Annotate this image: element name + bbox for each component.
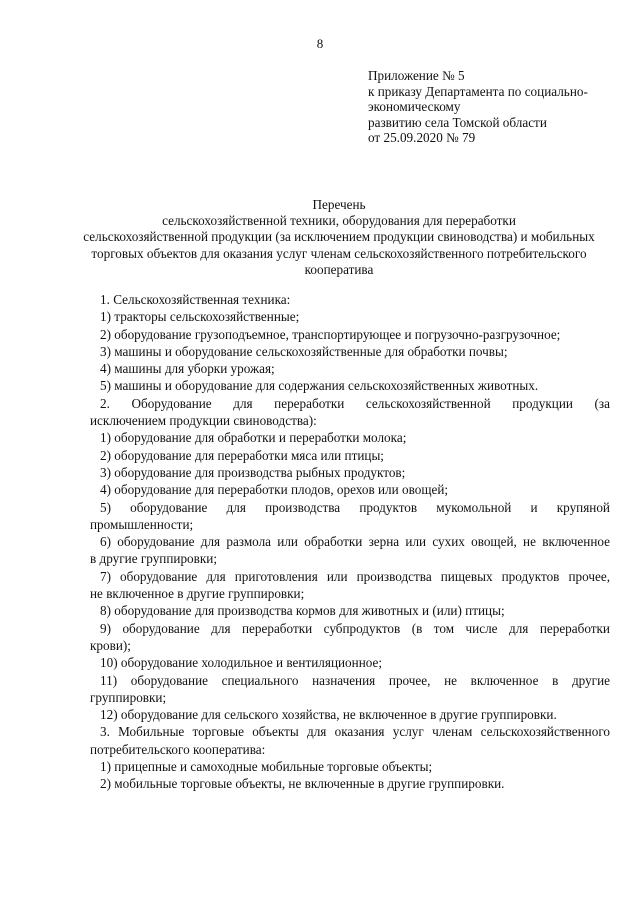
list-item (90, 602, 610, 619)
list-item (90, 464, 610, 481)
equipment-list (90, 291, 610, 793)
list-item-line: 2) оборудование для переработки мяса или птицы; (100, 447, 384, 463)
title-line: сельскохозяйственной продукции (за исключением продукции свиноводства) и мобильных (83, 229, 595, 245)
list-item-line: 8) оборудование для производства кормов для животных и (или) птицы; (100, 603, 505, 619)
list-item-line: 1. Сельскохозяйственная техника: (100, 292, 291, 307)
list-item-continuation: не включенное в другие группировки; (90, 586, 305, 602)
list-item-line: 1) тракторы сельскохозяйственные; (100, 309, 300, 325)
list-item (90, 291, 610, 308)
list-item-line: 2. Оборудование для переработки сельскохозяйственной продукции (за (100, 395, 610, 411)
appendix-line: развитию села Томской области (368, 114, 547, 130)
list-item-line: 4) оборудование для переработки плодов, орехов или овощей; (100, 482, 449, 498)
appendix-header (368, 68, 618, 146)
list-item-line: 5) машины и оборудование для содержания сельскохозяйственных животных. (100, 378, 539, 394)
list-item-continuation: потребительского кооператива: (90, 741, 266, 757)
list-item-line: 3. Мобильные торговые объекты для оказания услуг членам сельскохозяйственного (100, 724, 610, 740)
appendix-line: к приказу Департамента по социально- (368, 83, 588, 99)
list-item (90, 706, 610, 723)
appendix-line: от 25.09.2020 № 79 (368, 130, 476, 146)
list-item (90, 758, 610, 775)
list-item-line: 6) оборудование для размола или обработки зерна или сухих овощей, не включенное (100, 534, 610, 550)
list-item-line: 9) оборудование для переработки субпродуктов (в том числе для переработки (100, 620, 610, 636)
appendix-line: Приложение № 5 (368, 68, 465, 83)
list-item-line: 4) машины для уборки урожая; (100, 361, 275, 377)
list-item (90, 308, 610, 325)
list-item-line: 2) оборудование грузоподъемное, транспортирующее и погрузочно-разгрузочное; (100, 326, 561, 342)
list-item-line: 10) оборудование холодильное и вентиляционное; (100, 655, 383, 671)
list-item (90, 620, 610, 655)
list-item-line: 3) машины и оборудование сельскохозяйственные для обработки почвы; (100, 343, 508, 359)
list-item-line: 3) оборудование для производства рыбных продуктов; (100, 464, 406, 480)
list-item (90, 672, 610, 707)
list-item (90, 654, 610, 671)
list-item (90, 533, 610, 568)
list-item-line: 11) оборудование специального назначения прочее, не включенное в другие (100, 672, 610, 688)
title-line: Перечень (312, 197, 366, 212)
page-number: 8 (316, 36, 324, 51)
list-item (90, 447, 610, 464)
list-item (90, 723, 610, 758)
list-item-continuation: промышленности; (90, 516, 194, 532)
list-item (90, 429, 610, 446)
title-line: сельскохозяйственной техники, оборудования для переработки (162, 213, 516, 229)
list-item-continuation: группировки; (90, 689, 167, 705)
list-item-line: 1) прицепные и самоходные мобильные торговые объекты; (100, 759, 433, 775)
list-item-line: 1) оборудование для обработки и переработки молока; (100, 430, 407, 446)
list-item-continuation: в другие группировки; (90, 551, 218, 567)
list-item-line: 5) оборудование для производства продуктов мукомольной и крупяной (100, 499, 610, 515)
list-item (90, 775, 610, 792)
list-item-continuation: исключением продукции свиноводства): (90, 413, 317, 429)
title-line: кооператива (304, 261, 374, 277)
list-item (90, 395, 610, 430)
title-line: торговых объектов для оказания услуг членам сельскохозяйственного потребительского (91, 245, 587, 261)
list-item (90, 568, 610, 603)
list-item-line: 7) оборудование для приготовления или производства пищевых продуктов прочее, (100, 568, 610, 584)
list-item (90, 343, 610, 360)
document-title (56, 197, 622, 278)
list-item-line: 12) оборудование для сельского хозяйства, не включенное в другие группировки. (100, 707, 557, 723)
list-item (90, 360, 610, 377)
appendix-line: экономическому (368, 99, 461, 115)
list-item-continuation: крови); (90, 637, 131, 653)
list-item (90, 481, 610, 498)
list-item (90, 499, 610, 534)
list-item-line: 2) мобильные торговые объекты, не включенные в другие группировки. (100, 776, 505, 792)
list-item (90, 377, 610, 394)
list-item (90, 326, 610, 343)
